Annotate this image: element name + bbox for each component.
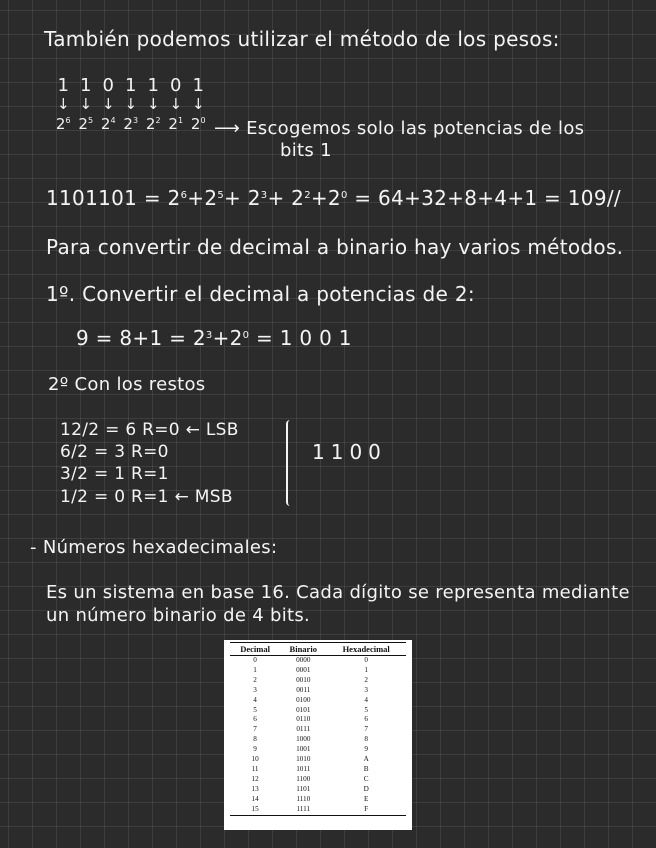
table-row — [230, 805, 406, 815]
table-cell: 5 — [364, 705, 368, 714]
method2-heading: 2º Con los restos — [48, 374, 206, 395]
table-cell: 7 — [364, 725, 368, 734]
bit-digit: 1 — [147, 75, 159, 96]
method2-row-3: 1/2 = 0 R=1 ← MSB — [60, 487, 233, 507]
table-cell: B — [363, 764, 369, 773]
method2-row-0: 12/2 = 6 R=0 ← LSB — [60, 420, 239, 440]
table-cell: 3 — [364, 685, 368, 694]
power-exponent: 5 — [87, 116, 94, 125]
table-cell: 1 — [364, 665, 368, 674]
table-row — [230, 755, 406, 765]
weights-explanation-2: bits 1 — [280, 140, 332, 161]
table-cell: F — [326, 805, 406, 815]
power-of-two — [165, 112, 188, 133]
title-line: También podemos utilizar el método de los pesos: — [44, 27, 560, 51]
sum-exp: 3 — [260, 190, 268, 201]
hex-table-image — [224, 640, 412, 830]
method1-line — [76, 326, 352, 350]
bit-digit: 1 — [57, 75, 69, 96]
power-exponent: 3 — [132, 116, 139, 125]
bit-digit: 0 — [170, 75, 182, 96]
power-of-two — [142, 112, 165, 133]
table-row — [230, 666, 406, 676]
power-exponent: 0 — [200, 116, 206, 125]
dec-to-bin-heading: Para convertir de decimal a binario hay varios métodos. — [46, 235, 624, 259]
table-cell: 14 — [251, 794, 259, 803]
down-arrow-icon: ↓ — [56, 95, 70, 113]
table-row — [230, 775, 406, 785]
table-cell: 5 — [253, 705, 257, 714]
method2-result: 1100 — [312, 440, 387, 464]
down-arrow-icon: ↓ — [124, 95, 138, 113]
power-exponent: 4 — [110, 116, 116, 125]
table-cell: 2 — [253, 675, 257, 684]
sum-left: 1101101 = — [46, 186, 168, 210]
table-cell: 1001 — [296, 745, 311, 754]
bit-weights — [52, 76, 210, 133]
table-cell: 0111 — [296, 725, 311, 734]
power-base: 2 — [145, 115, 156, 133]
sum-base: 2 — [247, 186, 261, 210]
method1-left: 9 = 8+1 = 2 — [76, 326, 206, 350]
table-cell: 0001 — [296, 665, 311, 674]
bit-column — [165, 76, 188, 133]
power-of-two — [97, 112, 120, 133]
table-row — [230, 706, 406, 716]
bit-digit: 1 — [192, 75, 204, 96]
bit-column — [75, 76, 98, 133]
col-header-hexadecimal: Hexadecimal — [326, 643, 406, 656]
power-exponent: 1 — [177, 116, 184, 125]
sum-base: 2 — [204, 186, 218, 210]
bit-column — [52, 76, 75, 133]
method1-exp-b: 0 — [242, 330, 250, 341]
table-cell: 1110 — [296, 794, 311, 803]
table-cell: 1010 — [296, 755, 311, 764]
table-cell: 8 — [253, 735, 257, 744]
table-cell: 12 — [251, 774, 259, 783]
table-cell: 6 — [253, 715, 257, 724]
sum-exp: 6 — [180, 190, 188, 201]
table-cell: 2 — [364, 675, 368, 684]
table-cell: 4 — [364, 695, 368, 704]
table-row — [230, 785, 406, 795]
table-row — [230, 715, 406, 725]
table-cell: 0010 — [296, 675, 311, 684]
sum-exp: 0 — [340, 190, 348, 201]
bit-column — [120, 76, 143, 133]
power-of-two — [187, 112, 210, 133]
power-exponent: 2 — [155, 116, 161, 125]
table-cell: D — [363, 784, 369, 793]
power-exponent: 6 — [65, 116, 71, 125]
bit-digit: 1 — [80, 75, 92, 96]
table-cell: 1000 — [296, 735, 311, 744]
power-of-two — [120, 112, 143, 133]
power-base: 2 — [55, 115, 66, 133]
table-cell: 15 — [230, 805, 280, 815]
table-row — [230, 765, 406, 775]
table-cell: 0 — [364, 656, 368, 664]
table-cell: 6 — [364, 715, 368, 724]
method1-exp-a: 3 — [205, 330, 213, 341]
bit-column — [97, 76, 120, 133]
table-cell: 1111 — [280, 805, 326, 815]
table-cell: 0 — [253, 656, 257, 664]
sum-exp: 2 — [304, 190, 311, 201]
table-cell: 1100 — [296, 774, 311, 783]
power-base: 2 — [100, 115, 111, 133]
table-cell: 3 — [253, 685, 257, 694]
down-arrow-icon: ↓ — [79, 95, 93, 113]
bit-digit: 1 — [125, 75, 137, 96]
sum-line: $1101101 = 2^6+2^5+ 2^3+ 2^2+2^0 = 64+32+8+4+1 = 109//$ — [46, 186, 621, 210]
sum-exp: 5 — [217, 190, 225, 201]
sum-base: 2 — [291, 186, 305, 210]
method1-heading: 1º. Convertir el decimal a potencias de 2: — [46, 282, 475, 306]
power-base: 2 — [168, 115, 178, 133]
table-cell: 1011 — [296, 764, 311, 773]
table-cell: 9 — [364, 745, 368, 754]
table-cell: 8 — [364, 735, 368, 744]
sum-base: 2 — [327, 186, 341, 210]
power-base: 2 — [190, 115, 201, 133]
table-cell: 1 — [253, 665, 257, 674]
table-cell: 10 — [251, 755, 259, 764]
table-cell: 4 — [253, 695, 257, 704]
power-base: 2 — [123, 115, 133, 133]
sum-right: = 64+32+8+4+1 = 109// — [347, 186, 621, 210]
method1-result: = 1 0 0 1 — [249, 326, 352, 350]
table-row — [230, 696, 406, 706]
table-row — [230, 795, 406, 805]
down-arrow-icon: ↓ — [191, 95, 205, 113]
table-cell: C — [363, 774, 369, 783]
hex-heading: - Números hexadecimales: — [30, 537, 278, 558]
table-cell: 11 — [251, 764, 259, 773]
down-arrow-icon: ↓ — [101, 95, 115, 113]
bit-digit: 0 — [102, 75, 114, 96]
table-cell: 9 — [253, 745, 257, 754]
table-cell: 0000 — [296, 656, 311, 664]
remainders-brace — [286, 420, 294, 506]
table-cell: 0110 — [296, 715, 311, 724]
table-cell: E — [363, 794, 369, 803]
down-arrow-icon: ↓ — [169, 95, 183, 113]
table-cell: 1101 — [296, 784, 311, 793]
table-row — [230, 676, 406, 686]
method1-plus: +2 — [212, 326, 243, 350]
table-row — [230, 686, 406, 696]
power-of-two — [75, 112, 98, 133]
method2-row-2: 3/2 = 1 R=1 — [60, 464, 169, 484]
table-row — [230, 735, 406, 745]
table-row — [230, 745, 406, 755]
hex-desc-1: Es un sistema en base 16. Cada dígito se representa mediante — [46, 582, 630, 603]
table-cell: A — [363, 755, 369, 764]
weights-explanation-1: ⟶ Escogemos solo las potencias de los — [214, 118, 585, 139]
table-cell: 7 — [253, 725, 257, 734]
table-cell: 0100 — [296, 695, 311, 704]
table-cell: 0011 — [296, 685, 311, 694]
hex-desc-2: un número binario de 4 bits. — [46, 605, 311, 626]
down-arrow-icon: ↓ — [146, 95, 160, 113]
table-cell: 13 — [251, 784, 259, 793]
bit-column — [187, 76, 210, 133]
power-base: 2 — [78, 115, 88, 133]
col-header-decimal: Decimal — [230, 643, 280, 656]
col-header-binario: Binario — [280, 643, 326, 656]
hex-table — [230, 642, 406, 816]
table-cell: 0101 — [296, 705, 311, 714]
table-row — [230, 656, 406, 666]
power-of-two — [52, 112, 75, 133]
sum-base: 2 — [167, 186, 181, 210]
bit-column — [142, 76, 165, 133]
table-row — [230, 725, 406, 735]
method2-row-1: 6/2 = 3 R=0 — [60, 442, 169, 462]
